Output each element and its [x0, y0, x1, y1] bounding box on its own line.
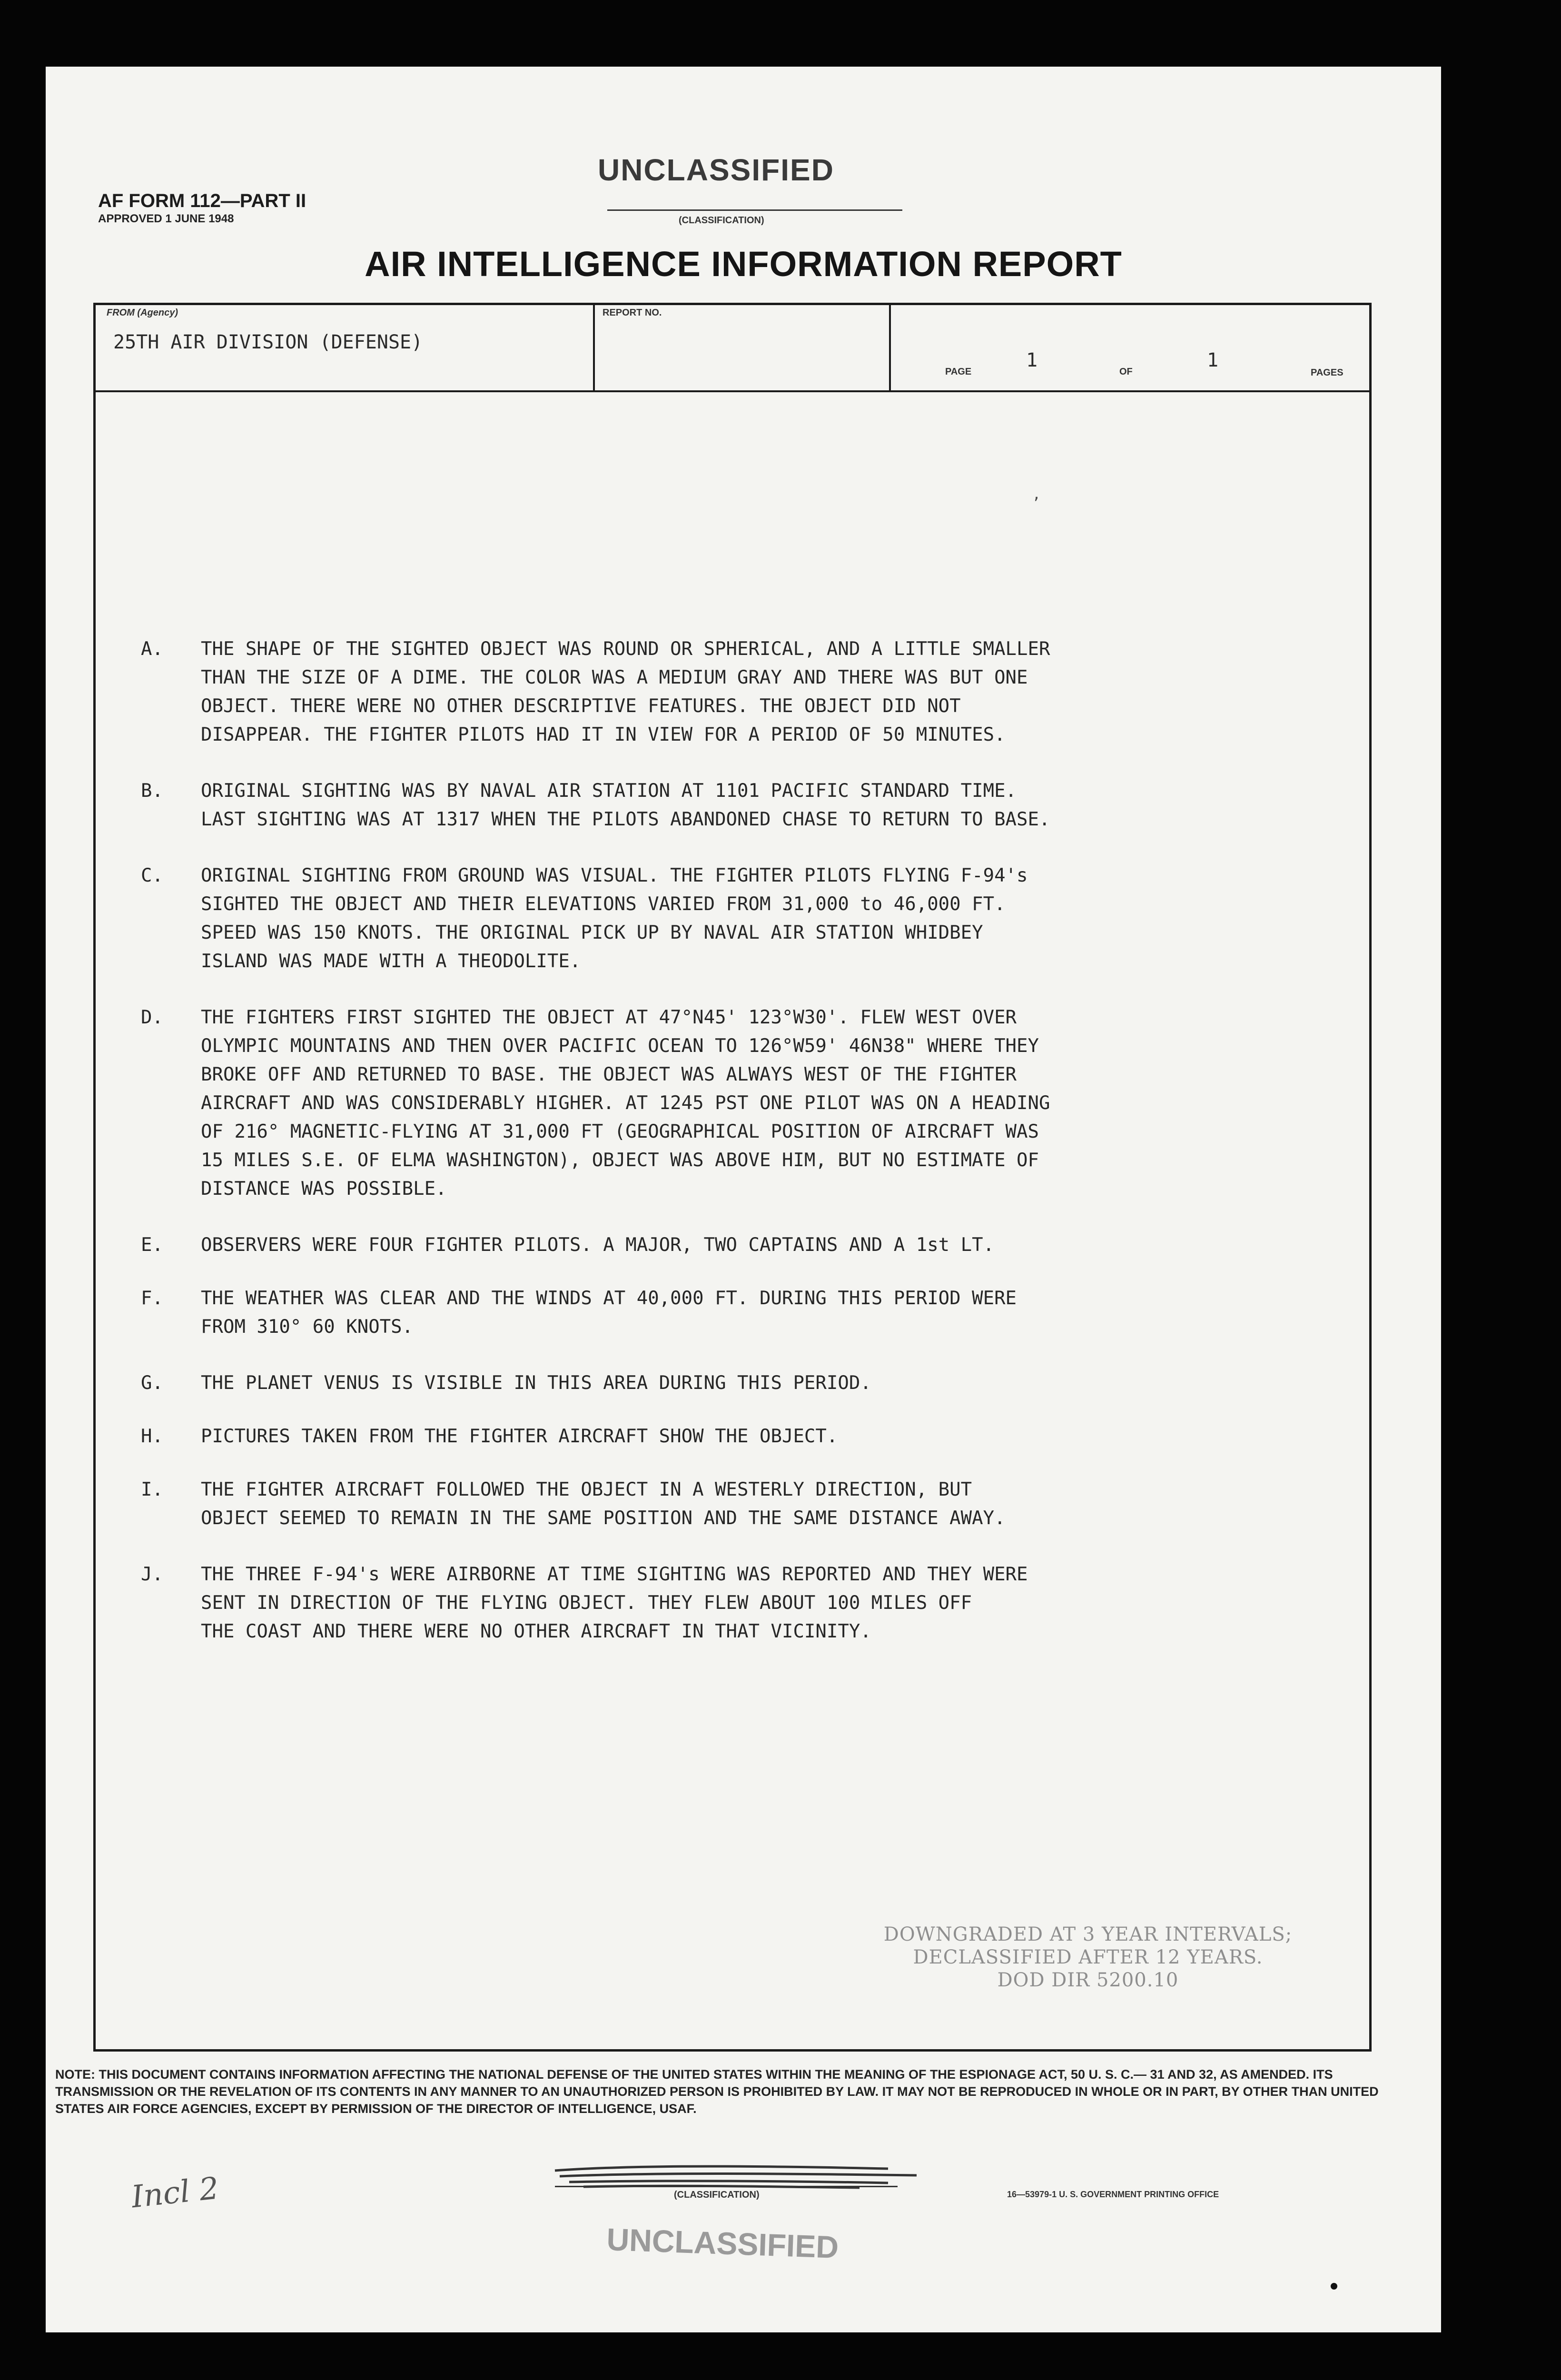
paragraph-text: ORIGINAL SIGHTING WAS BY NAVAL AIR STATION AT 1101 PACIFIC STANDARD TIME. LAST SIGHTING WAS AT 1317 WHEN THE PILOTS ABANDONED CHASE TO RETURN TO BASE.	[201, 780, 1050, 830]
paragraph-text: ORIGINAL SIGHTING FROM GROUND WAS VISUAL. THE FIGHTER PILOTS FLYING F-94's SIGHTED THE OBJECT AND THEIR ELEVATIONS VARIED FROM 31,000 to 46,000 FT. SPEED WAS 150 KNOTS. THE ORIGINAL PICK UP BY NAVAL AIR STATION WHIDBEY ISLAND WAS MADE WITH A THEODOLITE.	[201, 865, 1028, 972]
espionage-note: NOTE: THIS DOCUMENT CONTAINS INFORMATION AFFECTING THE NATIONAL DEFENSE OF THE UNITED STATES WITHIN THE MEANING OF THE ESPIONAGE ACT, 50 U. S. C.— 31 AND 32, AS AMENDED. ITS TRANSMISSION OR THE REVELATION OF ITS CONTENTS IN ANY MANNER TO AN UNAUTHORIZED PERSON IS PROHIBITED BY LAW. IT MAY NOT BE REPRODUCED IN WHOLE OR IN PART, BY OTHER THAN UNITED STATES AIR FORCE AGENCIES, EXCEPT BY PERMISSION OF THE DIRECTOR OF INTELLIGENCE, USAF.	[55, 2067, 1379, 2116]
paragraph-h	[141, 1422, 1359, 1451]
paragraph-letter: A.	[141, 638, 163, 660]
downgrade-line-3: DOD DIR 5200.10	[997, 1969, 1179, 1991]
report-no-caption: REPORT NO.	[603, 307, 662, 318]
paragraph-letter: I.	[141, 1479, 163, 1500]
paragraph-g	[141, 1369, 1359, 1398]
paragraph-text: THE FIGHTER AIRCRAFT FOLLOWED THE OBJECT IN A WESTERLY DIRECTION, BUT OBJECT SEEMED TO REMAIN IN THE SAME POSITION AND THE SAME DISTANCE AWAY.	[201, 1479, 1006, 1529]
ink-dot	[1331, 2283, 1337, 2290]
paragraph-f	[141, 1284, 1359, 1341]
document-page	[46, 67, 1441, 2332]
header-row-divider	[93, 390, 1372, 392]
classification-caption-bottom: (CLASSIFICATION)	[674, 2190, 760, 2200]
stray-mark: ʼ	[1032, 495, 1041, 512]
paragraph-d	[141, 1003, 1359, 1203]
page-caption: PAGE	[945, 367, 972, 377]
form-id: AF FORM 112—PART II	[98, 190, 306, 211]
paragraph-b	[141, 777, 1359, 834]
paragraph-letter: F.	[141, 1288, 163, 1309]
print-info: 16—53979-1 U. S. GOVERNMENT PRINTING OFFICE	[1007, 2190, 1219, 2199]
classification-stamp-top: UNCLASSIFIED	[598, 153, 834, 187]
paragraph-text: THE SHAPE OF THE SIGHTED OBJECT WAS ROUND OR SPHERICAL, AND A LITTLE SMALLER THAN THE SIZE OF A DIME. THE COLOR WAS A MEDIUM GRAY AND THERE WAS BUT ONE OBJECT. THERE WERE NO OTHER DESCRIPTIVE FEATURES. THE OBJECT DID NOT DISAPPEAR. THE FIGHTER PILOTS HAD IT IN VIEW FOR A PERIOD OF 50 MINUTES.	[201, 638, 1050, 745]
paragraph-text: THE THREE F-94's WERE AIRBORNE AT TIME SIGHTING WAS REPORTED AND THEY WERE SENT IN DIRECTION OF THE FLYING OBJECT. THEY FLEW ABOUT 100 MILES OFF THE COAST AND THERE WERE NO OTHER AIRCRAFT IN THAT VICINITY.	[201, 1564, 1028, 1642]
paragraph-e	[141, 1231, 1359, 1259]
paragraph-text: THE PLANET VENUS IS VISIBLE IN THIS AREA DURING THIS PERIOD.	[201, 1372, 871, 1394]
paragraph-letter: C.	[141, 865, 163, 886]
paragraph-text: PICTURES TAKEN FROM THE FIGHTER AIRCRAFT SHOW THE OBJECT.	[201, 1426, 838, 1447]
paragraph-letter: B.	[141, 780, 163, 802]
from-caption: FROM (Agency)	[107, 307, 178, 318]
downgrade-line-2: DECLASSIFIED AFTER 12 YEARS.	[913, 1946, 1263, 1968]
paragraph-letter: H.	[141, 1426, 163, 1447]
paragraph-letter: D.	[141, 1007, 163, 1028]
header-column-divider-1	[593, 303, 595, 392]
paragraph-text: THE FIGHTERS FIRST SIGHTED THE OBJECT AT 47°N45' 123°W30'. FLEW WEST OVER OLYMPIC MOUNTAINS AND THEN OVER PACIFIC OCEAN TO 126°W59' 46N38" WHERE THEY BROKE OFF AND RETURNED TO BASE. THE OBJECT WAS ALWAYS WEST OF THE FIGHTER AIRCRAFT AND WAS CONSIDERABLY HIGHER. AT 1245 PST ONE PILOT WAS ON A HEADING OF 216° MAGNETIC-FLYING AT 31,000 FT (GEOGRAPHICAL POSITION OF AIRCRAFT WAS 15 MILES S.E. OF ELMA WASHINGTON), OBJECT WAS ABOVE HIM, BUT NO ESTIMATE OF DISTANCE WAS POSSIBLE.	[201, 1007, 1050, 1200]
of-caption: OF	[1119, 367, 1133, 377]
paragraph-text: OBSERVERS WERE FOUR FIGHTER PILOTS. A MAJOR, TWO CAPTAINS AND A 1st LT.	[201, 1234, 995, 1256]
page-total: 1	[1207, 349, 1219, 371]
paragraph-j	[141, 1560, 1359, 1646]
paragraph-letter: E.	[141, 1234, 163, 1256]
classification-caption-top: (CLASSIFICATION)	[679, 215, 764, 226]
classification-stamp-bottom: UNCLASSIFIED	[606, 2221, 840, 2265]
pages-caption: PAGES	[1311, 367, 1344, 378]
from-agency: 25TH AIR DIVISION (DEFENSE)	[113, 331, 423, 353]
header-column-divider-2	[889, 303, 891, 392]
paragraph-a	[141, 635, 1359, 749]
paragraph-i	[141, 1476, 1359, 1533]
downgrade-line-1: DOWNGRADED AT 3 YEAR INTERVALS;	[883, 1924, 1293, 1945]
classification-line-top	[607, 209, 902, 211]
downgrade-stamp	[812, 1923, 1364, 1992]
paragraph-letter: J.	[141, 1564, 163, 1585]
report-body	[141, 635, 1359, 1674]
handwritten-annotation: Incl 2	[129, 2171, 221, 2215]
page-number: 1	[1026, 349, 1038, 371]
classification-line-bottom	[555, 2186, 898, 2187]
paragraph-text: THE WEATHER WAS CLEAR AND THE WINDS AT 40,000 FT. DURING THIS PERIOD WERE FROM 310° 60 KNOTS.	[201, 1288, 1017, 1338]
paragraph-letter: G.	[141, 1372, 163, 1394]
report-title: AIR INTELLIGENCE INFORMATION REPORT	[365, 244, 1122, 284]
paragraph-c	[141, 862, 1359, 976]
approved-date: APPROVED 1 JUNE 1948	[98, 212, 234, 225]
